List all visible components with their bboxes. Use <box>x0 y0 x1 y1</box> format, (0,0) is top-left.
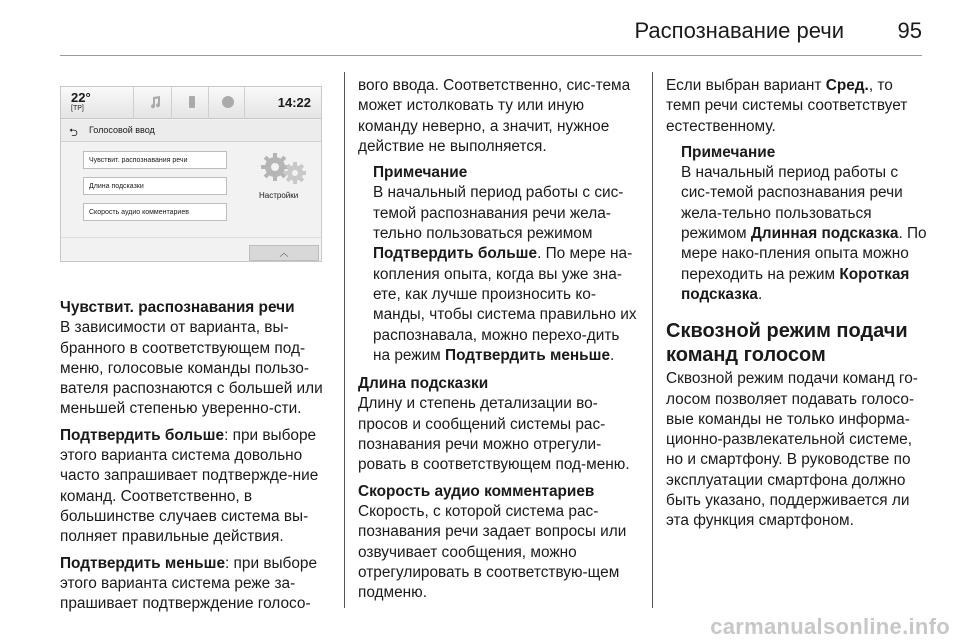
passthrough-paragraph: Сквозной режим подачи команд го-лосом позволяет подавать голосо-вые команды не только информа-ционно-развлекательной системе, но и смартфону. В руководстве по эксплуатации смартфона должно быть указано, поддерживается ли эта функция смартфоном. <box>666 370 918 530</box>
note-text-part: В начальный период работы с сис-темой распознавания речи жела-тельно пользоваться режимом <box>681 164 903 243</box>
status-separator <box>244 87 245 119</box>
note-text-part: . <box>610 346 615 364</box>
note-term: Длинная подсказка <box>750 225 899 243</box>
settings-gears-icon[interactable] <box>257 149 311 189</box>
medium-term: Сред. <box>825 77 869 94</box>
confirm-less-text: : при выборе этого варианта система реже за-прашивает подтверждение голосо- <box>60 554 318 613</box>
screen-title-bar <box>61 120 321 142</box>
sensitivity-paragraph: В зависимости от варианта, вы-бранного в соответствующем под-меню, голосовые команды пользо-вателя распознаются с большей или меньшей степенью уверенно-сти. <box>60 319 323 418</box>
note-block <box>666 143 931 305</box>
sensitivity-heading: Чувствит. распознавания речи <box>60 299 295 316</box>
note-text-part: . По мере на-копления опыта, когда вы уже зна-ете, как лучше произносить ко-манды, чтобы система правильно их распознавала, можно перехо-дить на режим <box>373 245 637 364</box>
confirm-more-text: : при выборе этого варианта система довольно часто запрашивает подтвержде-ние команд. Соответственно, в большинстве случаев система вы-полняет правильные действия. <box>60 426 319 546</box>
medium-speed-paragraph <box>666 76 931 137</box>
note-title: Примечание <box>373 164 468 182</box>
back-arrow-icon[interactable]: ⮌ <box>69 127 78 139</box>
voice-input-screenshot <box>60 86 322 262</box>
screen-divider <box>61 237 321 238</box>
continuation-paragraph: вого ввода. Соответственно, сис-тема может истолковать ту или иную команду неверно, а значит, нужное действие не выполняется. <box>358 77 631 155</box>
screen-status-bar <box>61 87 321 119</box>
paragraph-text-part: Если выбран вариант <box>666 77 826 94</box>
note-text <box>373 183 640 366</box>
scroll-up-button[interactable]: ︿ <box>249 245 319 261</box>
settings-label[interactable]: Настройки <box>259 191 299 200</box>
status-separator <box>208 87 209 119</box>
note-text-part: В начальный период работы с сис-темой распознавания речи жела-тельно пользоваться режимом <box>373 184 624 243</box>
watermark: carmanualsonline.info <box>710 614 950 639</box>
nav-globe-icon <box>221 95 235 109</box>
clock-readout: 14:22 <box>277 95 311 110</box>
note-term: Короткая подсказка <box>681 265 910 303</box>
column-2 <box>358 76 640 609</box>
status-separator <box>171 87 172 119</box>
column-divider <box>652 72 653 608</box>
phone-icon <box>185 95 199 109</box>
prompt-length-heading: Длина подсказки <box>358 375 489 393</box>
note-term: Подтвердить больше <box>373 245 538 263</box>
menu-item-prompt-length[interactable]: Длина подсказки <box>83 177 227 195</box>
prompt-length-paragraph: Длину и степень детализации во-просов и сообщений системы рас-познавания речи можно отрегули-ровать в соответствующем под-меню. <box>358 395 630 474</box>
audio-speed-heading: Скорость аудио комментариев <box>358 482 595 500</box>
temperature-readout: 22° <box>71 90 91 105</box>
note-title: Примечание <box>681 143 776 161</box>
audio-speed-paragraph: Скорость, с которой система рас-познавания речи задает вопросы или озвучивает сообщения, можно отрегулировать в соответствую-щем подменю. <box>358 502 627 602</box>
menu-item-audio-speed[interactable]: Скорость аудио комментариев <box>83 203 227 221</box>
paragraph-text-part: , то темп речи системы соответствует естественному. <box>666 77 908 135</box>
column-3 <box>666 76 931 538</box>
status-separator <box>133 87 134 119</box>
confirm-more-paragraph <box>60 426 332 548</box>
passthrough-section-heading: Сквозной режим подачи команд голосом <box>666 320 908 367</box>
tp-indicator: [TP] <box>71 105 84 112</box>
column-divider <box>344 72 345 608</box>
screen-title: Голосовой ввод <box>89 125 155 135</box>
note-text <box>681 163 931 305</box>
page-title: Распознавание речи <box>634 18 844 43</box>
column-1 <box>60 298 332 620</box>
confirm-more-term: Подтвердить больше <box>60 426 225 444</box>
page-number: 95 <box>897 18 922 43</box>
confirm-less-term: Подтвердить меньше <box>60 554 225 572</box>
note-text-part: . По мере нако-пления опыта можно переходить на режим <box>681 225 927 283</box>
menu-item-sensitivity[interactable]: Чувствит. распознавания речи <box>83 151 227 169</box>
note-block <box>358 163 640 366</box>
header-rule <box>60 55 922 56</box>
music-note-icon <box>148 95 162 109</box>
page-header <box>0 0 960 58</box>
confirm-less-paragraph <box>60 554 332 615</box>
note-term: Подтвердить меньше <box>445 346 611 364</box>
note-text-part: . <box>757 285 763 303</box>
